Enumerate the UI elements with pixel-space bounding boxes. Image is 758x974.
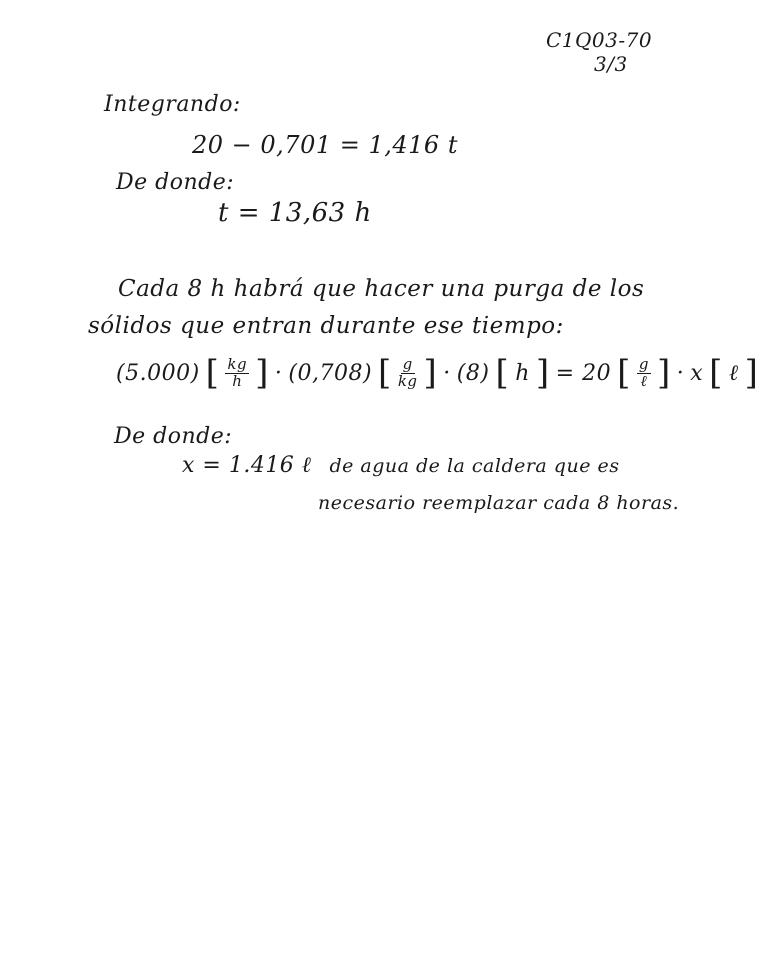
bracket-close: ]	[744, 353, 758, 393]
equation-volume-result	[182, 452, 619, 478]
paragraph-line-2: sólidos que entran durante ese tiempo:	[88, 313, 564, 339]
eq3-term-flow: (5.000)	[116, 360, 200, 386]
bracket-open: [	[617, 353, 631, 393]
unit-g-per-l	[637, 354, 651, 390]
eq3-term-concentration: (0,708)	[288, 360, 373, 386]
bracket-open: [	[709, 353, 723, 393]
bracket-close: ]	[535, 353, 550, 393]
bracket-open: [	[378, 353, 392, 393]
page-number: 3/3	[594, 52, 628, 76]
bracket-open: [	[205, 353, 220, 393]
unit-h: h	[515, 360, 530, 386]
document-id: C1Q03-70	[546, 28, 653, 52]
eq3-term-hours: (8)	[456, 360, 490, 386]
unit-denominator: ℓ	[640, 371, 648, 390]
bracket-close: ]	[656, 353, 671, 393]
dot-operator: ·	[274, 360, 283, 386]
unit-g-per-kg	[397, 354, 418, 390]
dot-operator: ·	[676, 360, 685, 386]
eq3-equals: = 20	[555, 360, 612, 386]
label-de-donde-2: De donde:	[114, 424, 233, 449]
equation-time-result: t = 13,63 h	[218, 198, 372, 228]
bracket-open: [	[495, 353, 510, 393]
unit-numerator: g	[638, 354, 649, 373]
unit-numerator: kg	[227, 354, 248, 373]
result-text-1: de agua de la caldera que es	[329, 455, 620, 477]
bracket-close: ]	[255, 353, 269, 393]
equation-mass-balance	[116, 353, 758, 393]
unit-denominator: kg	[397, 371, 418, 390]
unit-denominator: h	[232, 371, 243, 390]
label-integrando: Integrando:	[104, 92, 241, 117]
result-value: x = 1.416 ℓ	[182, 453, 312, 478]
unit-numerator: g	[402, 354, 413, 373]
eq3-variable-x: x	[690, 360, 704, 386]
equation-integration: 20 − 0,701 = 1,416 t	[192, 131, 458, 159]
bracket-close: ]	[423, 353, 438, 393]
unit-l: ℓ	[728, 361, 739, 386]
dot-operator: ·	[443, 360, 451, 386]
label-de-donde: De donde:	[116, 170, 235, 195]
paragraph-line-1: Cada 8 h habrá que hacer una purga de los	[118, 276, 645, 302]
result-text-2: necesario reemplazar cada 8 horas.	[318, 492, 680, 514]
unit-kg-per-h	[225, 354, 249, 390]
